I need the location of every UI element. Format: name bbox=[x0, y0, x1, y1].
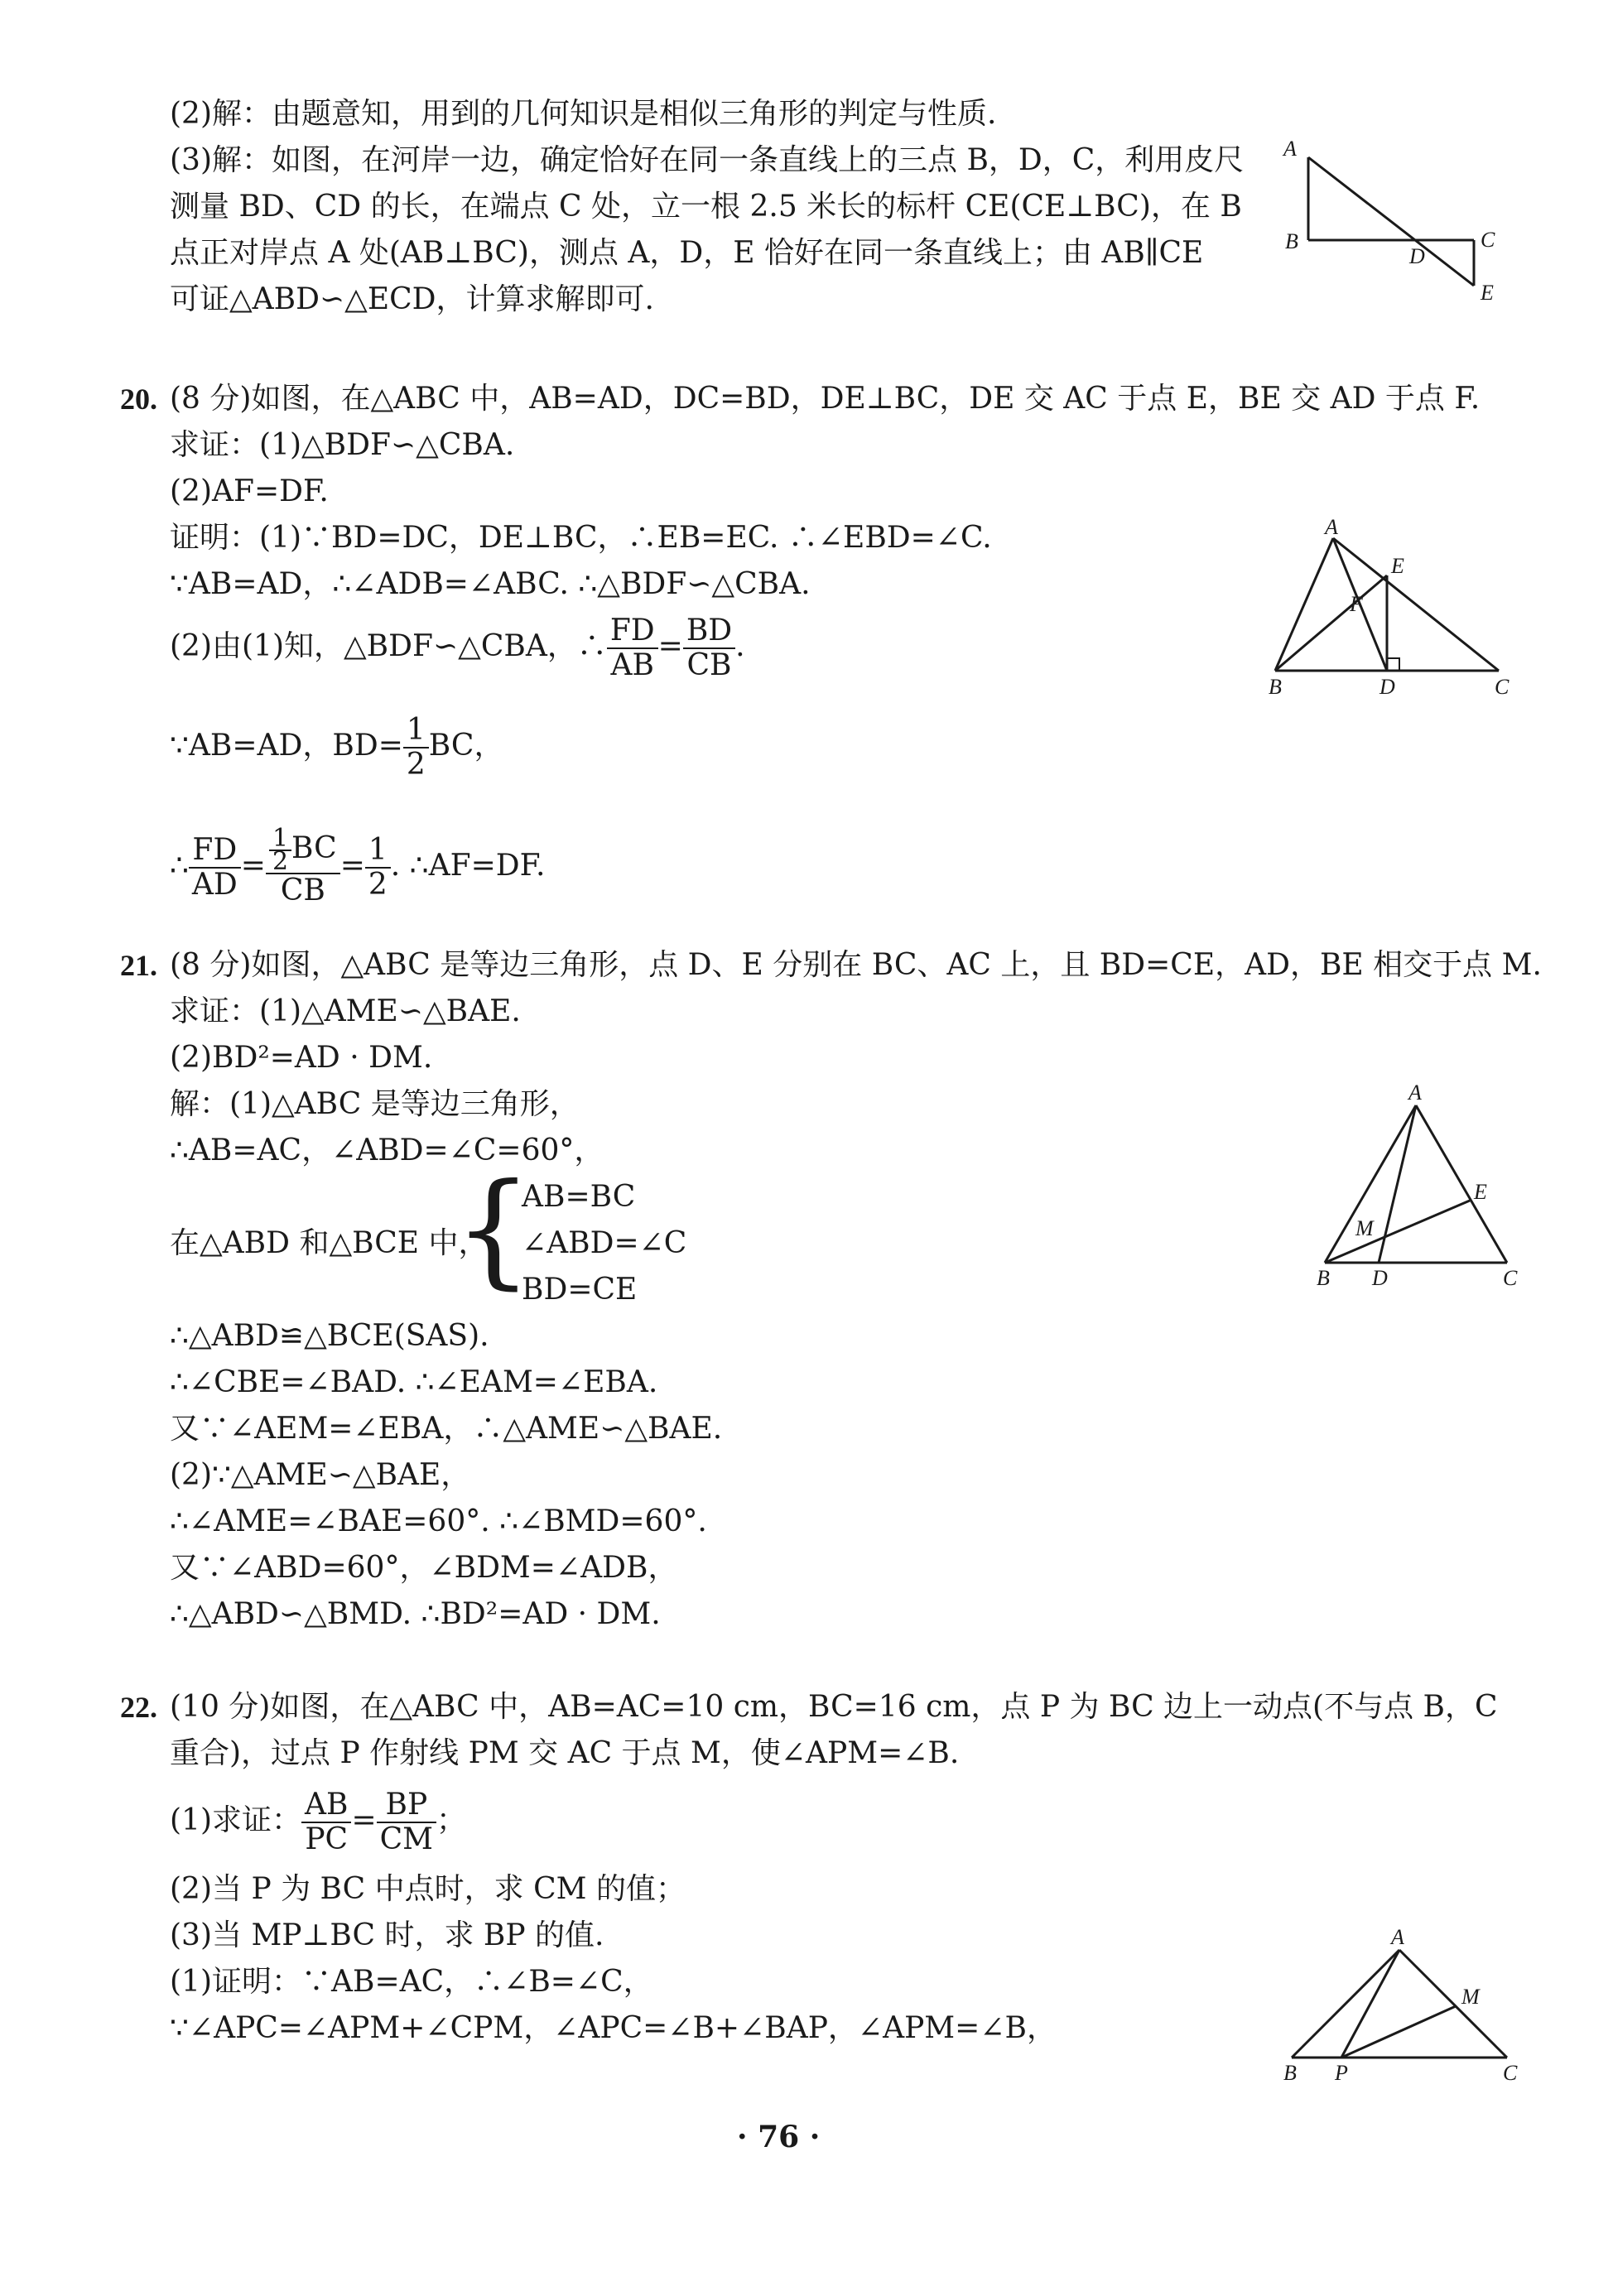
system-line: BD=CE bbox=[522, 1273, 638, 1307]
label-B: B bbox=[1317, 1266, 1330, 1290]
label-E: E bbox=[1391, 554, 1404, 578]
label-A: A bbox=[1283, 137, 1297, 161]
text-line: ∴∠AME=∠BAE=60°. ∴∠BMD=60°. bbox=[170, 1504, 707, 1538]
figure-q22 bbox=[1267, 1921, 1532, 2095]
text-line: (2)当 P 为 BC 中点时，求 CM 的值； bbox=[170, 1872, 686, 1906]
label-A: A bbox=[1325, 515, 1338, 539]
text-line: 又∵∠AEM=∠EBA，∴△AME∽△BAE. bbox=[170, 1412, 723, 1446]
question-number: 22. bbox=[120, 1691, 157, 1724]
label-M: M bbox=[1461, 1985, 1480, 2009]
label-B: B bbox=[1285, 229, 1298, 253]
label-F: F bbox=[1350, 592, 1363, 616]
question-number: 20. bbox=[120, 383, 157, 416]
label-C: C bbox=[1495, 675, 1509, 699]
label-C: C bbox=[1503, 1266, 1518, 1290]
label-A: A bbox=[1408, 1081, 1422, 1105]
text-line: (1)证明：∵AB=AC，∴∠B=∠C， bbox=[170, 1965, 653, 1999]
text-line: 点正对岸点 A 处(AB⊥BC)，测点 A，D，E 恰好在同一条直线上；由 AB∥CE bbox=[170, 236, 1204, 270]
formula-line: (1)求证： $\frac{AB}{PC}$ = $\frac{BP}{CM}$ ； bbox=[170, 1788, 467, 1856]
question-stem: (10 分)如图，在△ABC 中，AB=AC=10 cm，BC=16 cm，点 P 为 BC 边上一动点(不与点 B，C bbox=[170, 1690, 1498, 1724]
label-C: C bbox=[1481, 228, 1495, 252]
label-P: P bbox=[1335, 2061, 1348, 2085]
label-D: D bbox=[1379, 675, 1395, 699]
system-line: ∠ABD=∠C bbox=[522, 1226, 687, 1260]
question-stem: 重合)，过点 P 作射线 PM 交 AC 于点 M，使∠APM=∠B. bbox=[170, 1736, 960, 1770]
question-stem: (8 分)如图，△ABC 是等边三角形，点 D、E 分别在 BC、AC 上，且 BD=CE，AD，BE 相交于点 M. bbox=[170, 948, 1542, 982]
text-line: ∴△ABD∽△BMD. ∴BD²=AD · DM. bbox=[170, 1597, 661, 1631]
label-E: E bbox=[1481, 281, 1494, 305]
text-line: 解：(1)△ABC 是等边三角形， bbox=[170, 1087, 580, 1121]
label-A: A bbox=[1391, 1925, 1404, 1949]
label-D: D bbox=[1409, 244, 1425, 268]
label-B: B bbox=[1283, 2061, 1297, 2085]
text-line: (2)解：由题意知，用到的几何知识是相似三角形的判定与性质. bbox=[170, 97, 997, 131]
label-D: D bbox=[1372, 1266, 1388, 1290]
label-E: E bbox=[1474, 1180, 1487, 1204]
text-line: 在△ABD 和△BCE 中， bbox=[170, 1226, 489, 1260]
label-M: M bbox=[1355, 1216, 1374, 1240]
figure-river-width bbox=[1275, 132, 1524, 315]
text-line: (2)AF=DF. bbox=[170, 474, 329, 508]
text-line: 求证：(1)△BDF∽△CBA. bbox=[170, 428, 515, 462]
question-number: 21. bbox=[120, 949, 157, 982]
system-line: AB=BC bbox=[522, 1180, 636, 1214]
text-line: ∴AB=AC，∠ABD=∠C=60°， bbox=[170, 1134, 604, 1167]
text-line: ∴∠CBE=∠BAD. ∴∠EAM=∠EBA. bbox=[170, 1365, 658, 1399]
text-line: (3)当 MP⊥BC 时，求 BP 的值. bbox=[170, 1918, 604, 1952]
formula-line: (2)由(1)知，△BDF∽△CBA，∴ $\frac{FD}{AB}$ = $\frac{BD}{CB}$ . bbox=[170, 614, 745, 682]
text-line: 测量 BD、CD 的长，在端点 C 处，立一根 2.5 米长的标杆 CE(CE⊥BC)，在 B bbox=[170, 190, 1242, 224]
text-line: ∵∠APC=∠APM+∠CPM，∠APC=∠B+∠BAP，∠APM=∠B， bbox=[170, 2011, 1057, 2045]
formula-line: ∵AB=AD，BD= $\frac{1}{2}$ BC， bbox=[170, 713, 504, 782]
text-line: (2)∵△AME∽△BAE， bbox=[170, 1458, 471, 1492]
figure-q21 bbox=[1304, 1076, 1528, 1296]
label-C: C bbox=[1503, 2061, 1518, 2085]
text-line: ∴△ABD≌△BCE(SAS). bbox=[170, 1319, 489, 1353]
left-brace: { bbox=[454, 1158, 533, 1302]
page-number: · 76 · bbox=[737, 2120, 821, 2154]
text-line: ∵AB=AD，∴∠ADB=∠ABC. ∴△BDF∽△CBA. bbox=[170, 567, 811, 601]
text-line: 证明：(1)∵BD=DC，DE⊥BC，∴EB=EC. ∴∠EBD=∠C. bbox=[170, 521, 992, 555]
question-stem: (8 分)如图，在△ABC 中，AB=AD，DC=BD，DE⊥BC，DE 交 AC 于点 E，BE 交 AD 于点 F. bbox=[170, 382, 1481, 416]
formula-line: ∴ $\frac{FD}{AD}$ = $\frac{1}{2}$ BC CB = $\frac{1}{2}$ . ∴AF=DF. bbox=[170, 824, 546, 907]
text-line: 可证△ABD∽△ECD，计算求解即可. bbox=[170, 282, 654, 316]
text-line: 求证：(1)△AME∽△BAE. bbox=[170, 994, 521, 1028]
text-line: (2)BD²=AD · DM. bbox=[170, 1041, 433, 1075]
label-B: B bbox=[1269, 675, 1282, 699]
text-line: 又∵∠ABD=60°，∠BDM=∠ADB， bbox=[170, 1551, 678, 1585]
figure-q20 bbox=[1250, 513, 1524, 700]
text-line: (3)解：如图，在河岸一边，确定恰好在同一条直线上的三点 B，D，C，利用皮尺 bbox=[170, 143, 1245, 177]
